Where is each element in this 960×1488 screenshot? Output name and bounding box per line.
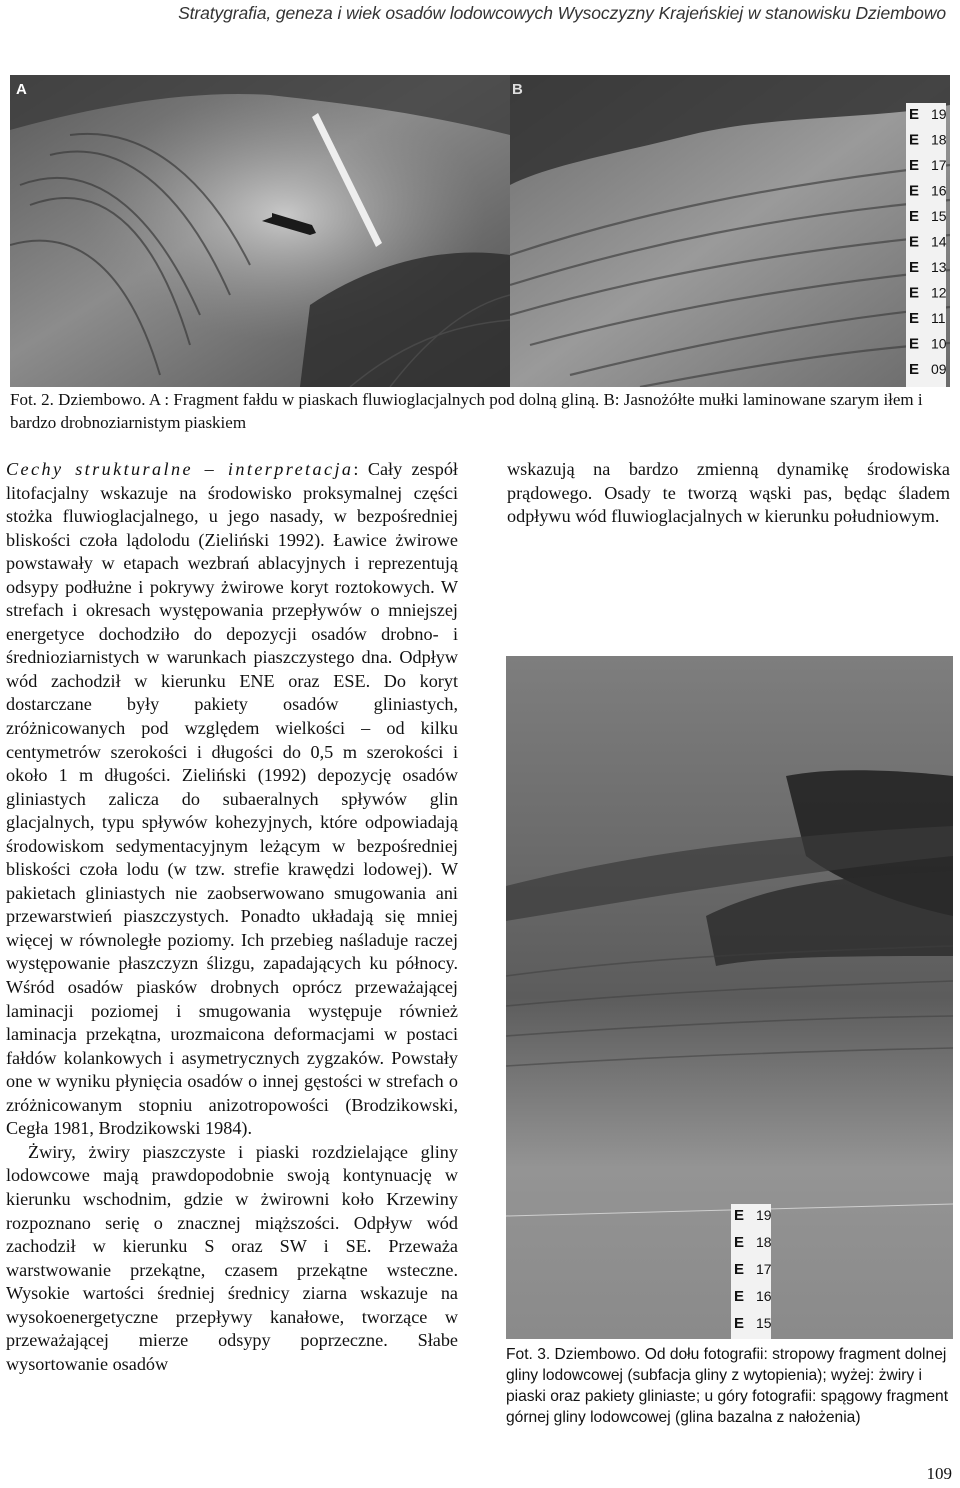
scale-b-e-mark: E — [909, 106, 920, 123]
scale-b-label: 12 — [931, 284, 947, 301]
scale-b-label: 16 — [931, 182, 947, 199]
photo-3-till-sequence — [506, 656, 953, 1339]
scale-3-e-mark: E — [734, 1288, 745, 1305]
scale-rod — [906, 103, 947, 387]
scale-b-label: 19 — [931, 106, 947, 122]
body-left-column — [6, 458, 458, 1376]
scale-b-e-mark: E — [909, 310, 920, 327]
figure-3-caption-text: Od dołu fotografii: stropowy fragment dolnej gliny lodowcowej (subfacja gliny z wytopienia); wyżej: żwiry i piaski oraz pakiety gliniaste; u góry fotografii: spągowy fragment górnej gliny lodowcowej (glina bazalna z nałożenia) — [506, 1346, 949, 1426]
scale-b-e-mark: E — [909, 335, 920, 353]
scale-3-e-mark: E — [734, 1315, 745, 1332]
scale-b-e-mark: E — [909, 131, 920, 149]
scale-3-e-mark: E — [734, 1234, 745, 1251]
page-number: 109 — [926, 1464, 952, 1483]
body-right-column: wskazują na bardzo zmienną dynamikę środowiska prądowego. Osady te tworzą wąski pas, będąc śladem odpływu wód fluwioglacjalnych w kierunku południowym. — [507, 459, 950, 527]
scale-b-e-mark: E — [909, 182, 920, 200]
figure-3-label: Fot. 3. Dziembowo. — [506, 1346, 641, 1363]
scale-b-e-mark: E — [909, 157, 920, 174]
scale-b-label: 09 — [931, 361, 947, 377]
figure-3-caption — [506, 1344, 952, 1428]
paragraph-2: Żwiry, żwiry piaszczyste i piaski rozdzielające gliny lodowcowe mają prawdopodobnie swoją kontynuację w kierunku wschodnim, gdzie w żwirowni koło Krzewiny rozpoznano serię o znacznej miąższości. Odpływ wód zachodził w kierunku S oraz SW i SE. Przeważa warstwowanie przekątne, czasem przekątne wsteczne. Wysokie wartości średniej średnicy ziarna wskazuje na wysokoenergetyczne przepływy kanałowe, tworzące w przeważającej mierze odsypy poprzeczne. Słabe wysortowanie osadów — [6, 1141, 458, 1374]
scale-3-label: 19 — [756, 1207, 772, 1223]
figure-2-caption: Fot. 2. Dziembowo. A : Fragment fałdu w piaskach fluwioglacjalnych pod dolną gliną. B: Jasnożółte mułki laminowane szarym iłem i bardzo drobnoziarnistym piaskiem — [10, 390, 923, 432]
scale-3-label: 18 — [756, 1234, 772, 1250]
paragraph-1-text: : Cały zespół litofacjalny wskazuje na środowisko proksymalnej części stożka fluwioglacjalnego, u jego nasady, w bezpośredniej bliskości czoła lądolodu (Zieliński 1992). Ławice żwirowe powstawały w etapach wezbrań ablacyjnych i reprezentują odsypy podłużne i pokrywy żwirowe koryt roztokowych. W strefach i okresach występowania przepływów o mniejszej energetyce dochodziło do depozycji osadów drobno- i średnioziarnistych w warunkach piaszczystego dna. Odpływ wód zachodził w kierunku ENE oraz ESE. Do koryt dostarczane były pakiety osadów gliniastych, zróżnicowanych pod względem wielkości – od kilku centymetrów szerokości i długości do 0,5 m szerokości i około 1 m długości. Zieliński (1992) depozycję osadów gliniastych zalicza do subaeralnych spływów glin glacjalnych, typu spływów kohezyjnych, które odpowiadają środowiskom sedymentacyjnym leżącym w bezpośredniej bliskości czoła lodu (w tzw. strefie krawędzi lodowej). W pakietach gliniastych nie zaobserwowano smugowania ani przewarstwień piaszczystych. Ponadto układają się mniej więcej w równoległe poziomy. Ich przebieg naśladuje raczej występowanie płaszczyzn ślizgu, zapadających ku północy. Wśród osadów piasków drobnych oprócz przeważającej laminacji poziomej i smugowania występuje również laminacja przekątna, urozmaicona deformacjami w postaci fałdów kolankowych i asymetrycznych zygzaków. Powstały one w wyniku płynięcia osadów o innej gęstości w strefach o zróżnicowanym stopniu anizotropowości (Brodzikowski, Cegła 1981, Brodzikowski 1984). — [6, 459, 458, 1139]
panel-label-a: A — [16, 81, 27, 98]
scale-b-label: 15 — [931, 208, 947, 224]
photo-2b-laminated-silts — [510, 75, 950, 387]
running-header: Stratygrafia, geneza i wiek osadów lodowcowych Wysoczyzny Krajeńskiej w stanowisku Dziembowo — [178, 3, 946, 23]
photo-2a-fold-in-sands — [10, 75, 510, 387]
scale-3-label: 17 — [756, 1261, 772, 1277]
scale-b-e-mark: E — [909, 361, 920, 378]
scale-b-label: 17 — [931, 157, 947, 173]
scale-b-e-mark: E — [909, 208, 920, 225]
scale-rod-fig3 — [731, 1204, 772, 1339]
section-lead-in: Cechy strukturalne – interpretacja — [6, 459, 354, 479]
panel-label-b: B — [512, 81, 523, 98]
scale-3-e-mark: E — [734, 1207, 745, 1224]
scale-b-label: 10 — [931, 335, 947, 352]
scale-b-label: 13 — [931, 259, 947, 275]
photo-2b-image — [510, 75, 950, 387]
photo-2a-image — [10, 75, 510, 387]
scale-b-e-mark: E — [909, 259, 920, 276]
scale-3-e-mark: E — [734, 1261, 745, 1278]
scale-3-label: 16 — [756, 1288, 772, 1304]
scale-b-e-mark: E — [909, 284, 920, 302]
scale-b-label: 11 — [931, 310, 946, 326]
scale-3-label: 15 — [756, 1315, 772, 1331]
scale-b-label: 18 — [931, 131, 947, 148]
photo-3-image — [506, 656, 953, 1339]
scale-b-e-mark: E — [909, 233, 920, 251]
paragraph-1 — [6, 458, 458, 1141]
scale-b-label: 14 — [931, 233, 947, 250]
